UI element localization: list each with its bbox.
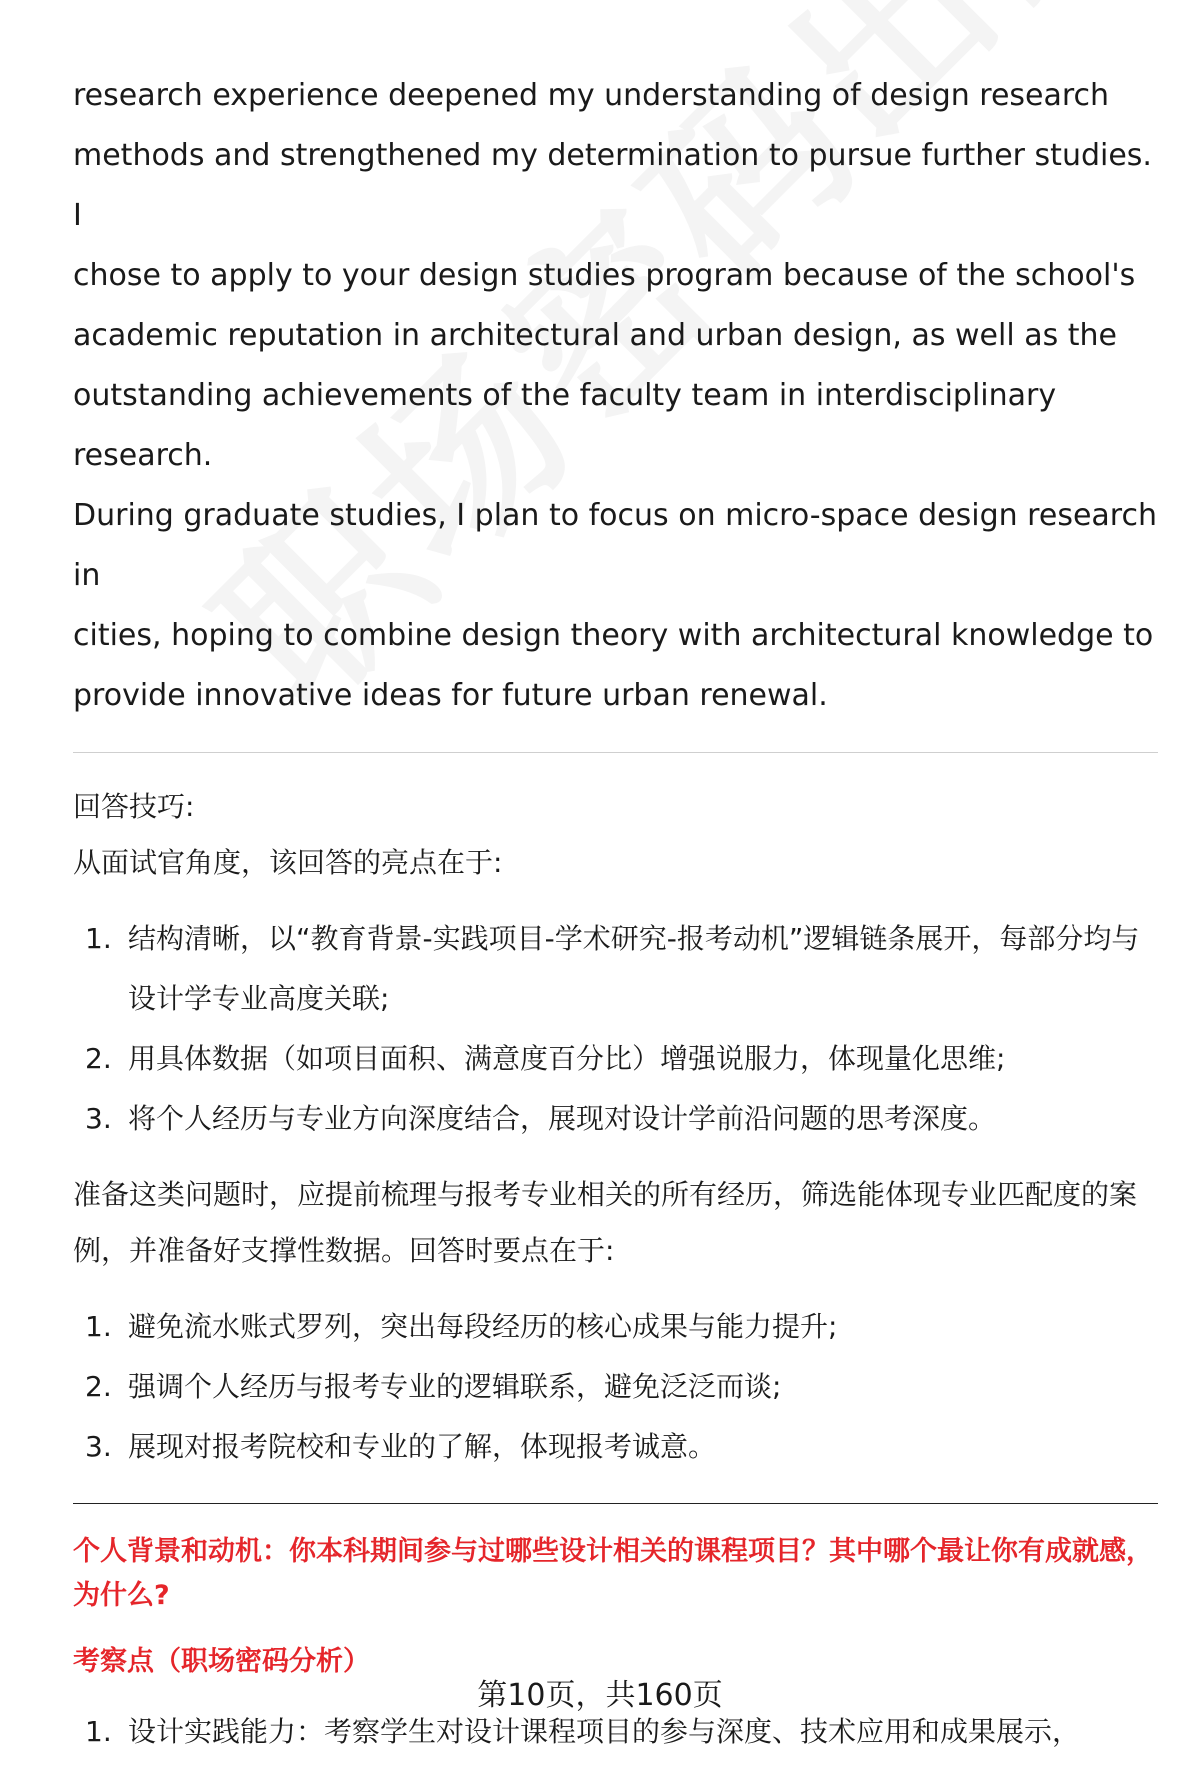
tips-intro: 从面试官角度，该回答的亮点在于: — [73, 846, 503, 879]
list-text: 强调个人经历与报考专业的逻辑联系，避免泛泛而谈; — [128, 1370, 782, 1403]
list-text: 避免流水账式罗列，突出每段经历的核心成果与能力提升; — [128, 1310, 838, 1343]
list-text: 设计实践能力：考察学生对设计课程项目的参与深度、技术应用和成果展示， — [128, 1715, 1081, 1748]
list-item — [73, 1029, 1158, 1089]
paragraph-line: outstanding achievements of the faculty team in interdisciplinary research. — [73, 378, 1057, 473]
list-number: 2. — [85, 1042, 112, 1075]
list-number: 3. — [85, 1102, 112, 1135]
section-divider — [73, 752, 1158, 753]
list-text: 用具体数据（如项目面积、满意度百分比）增强说服力，体现量化思维; — [128, 1042, 1006, 1075]
analysis-subtitle: 考察点（职场密码分析） — [73, 1646, 370, 1677]
paragraph-line: academic reputation in architectural and urban design, as well as the — [73, 318, 1117, 353]
list-item — [73, 1417, 1158, 1477]
list-item — [73, 1297, 1158, 1357]
paragraph-line: methods and strengthened my determination to pursue further studies. I — [73, 138, 1152, 233]
list-number: 1. — [85, 1715, 112, 1748]
list-text: 展现对报考院校和专业的了解，体现报考诚意。 — [128, 1430, 717, 1463]
list-text: 结构清晰，以“教育背景-实践项目-学术研究-报考动机”逻辑链条展开，每部分均与设计学专业高度关联; — [128, 922, 1140, 1015]
paragraph-line: provide innovative ideas for future urban renewal. — [73, 678, 828, 713]
english-paragraph — [73, 66, 1158, 726]
tips-heading: 回答技巧: — [73, 790, 195, 823]
prep-paragraph: 准备这类问题时，应提前梳理与报考专业相关的所有经历，筛选能体现专业匹配度的案例，并准备好支撑性数据。回答时要点在于: — [73, 1178, 1138, 1267]
highlights-list — [73, 909, 1158, 1149]
paragraph-line: cities, hoping to combine design theory with architectural knowledge to — [73, 618, 1154, 653]
question-title: 个人背景和动机：你本科期间参与过哪些设计相关的课程项目？其中哪个最让你有成就感，为什么? — [73, 1536, 1153, 1611]
points-list — [73, 1297, 1158, 1477]
list-number: 2. — [85, 1370, 112, 1403]
list-number: 1. — [85, 1310, 112, 1343]
list-item — [73, 1357, 1158, 1417]
list-item — [73, 1089, 1158, 1149]
question-divider — [73, 1503, 1158, 1504]
paragraph-line: During graduate studies, I plan to focus on micro-space design research in — [73, 498, 1157, 593]
list-number: 1. — [85, 922, 112, 955]
paragraph-line: chose to apply to your design studies program because of the school's — [73, 258, 1136, 293]
list-item — [73, 909, 1158, 1029]
paragraph-line: research experience deepened my understanding of design research — [73, 78, 1110, 113]
list-number: 3. — [85, 1430, 112, 1463]
page-number: 第10页，共160页 — [477, 1678, 723, 1713]
list-text: 将个人经历与专业方向深度结合，展现对设计学前沿问题的思考深度。 — [128, 1102, 997, 1135]
page-content — [73, 66, 1158, 1780]
